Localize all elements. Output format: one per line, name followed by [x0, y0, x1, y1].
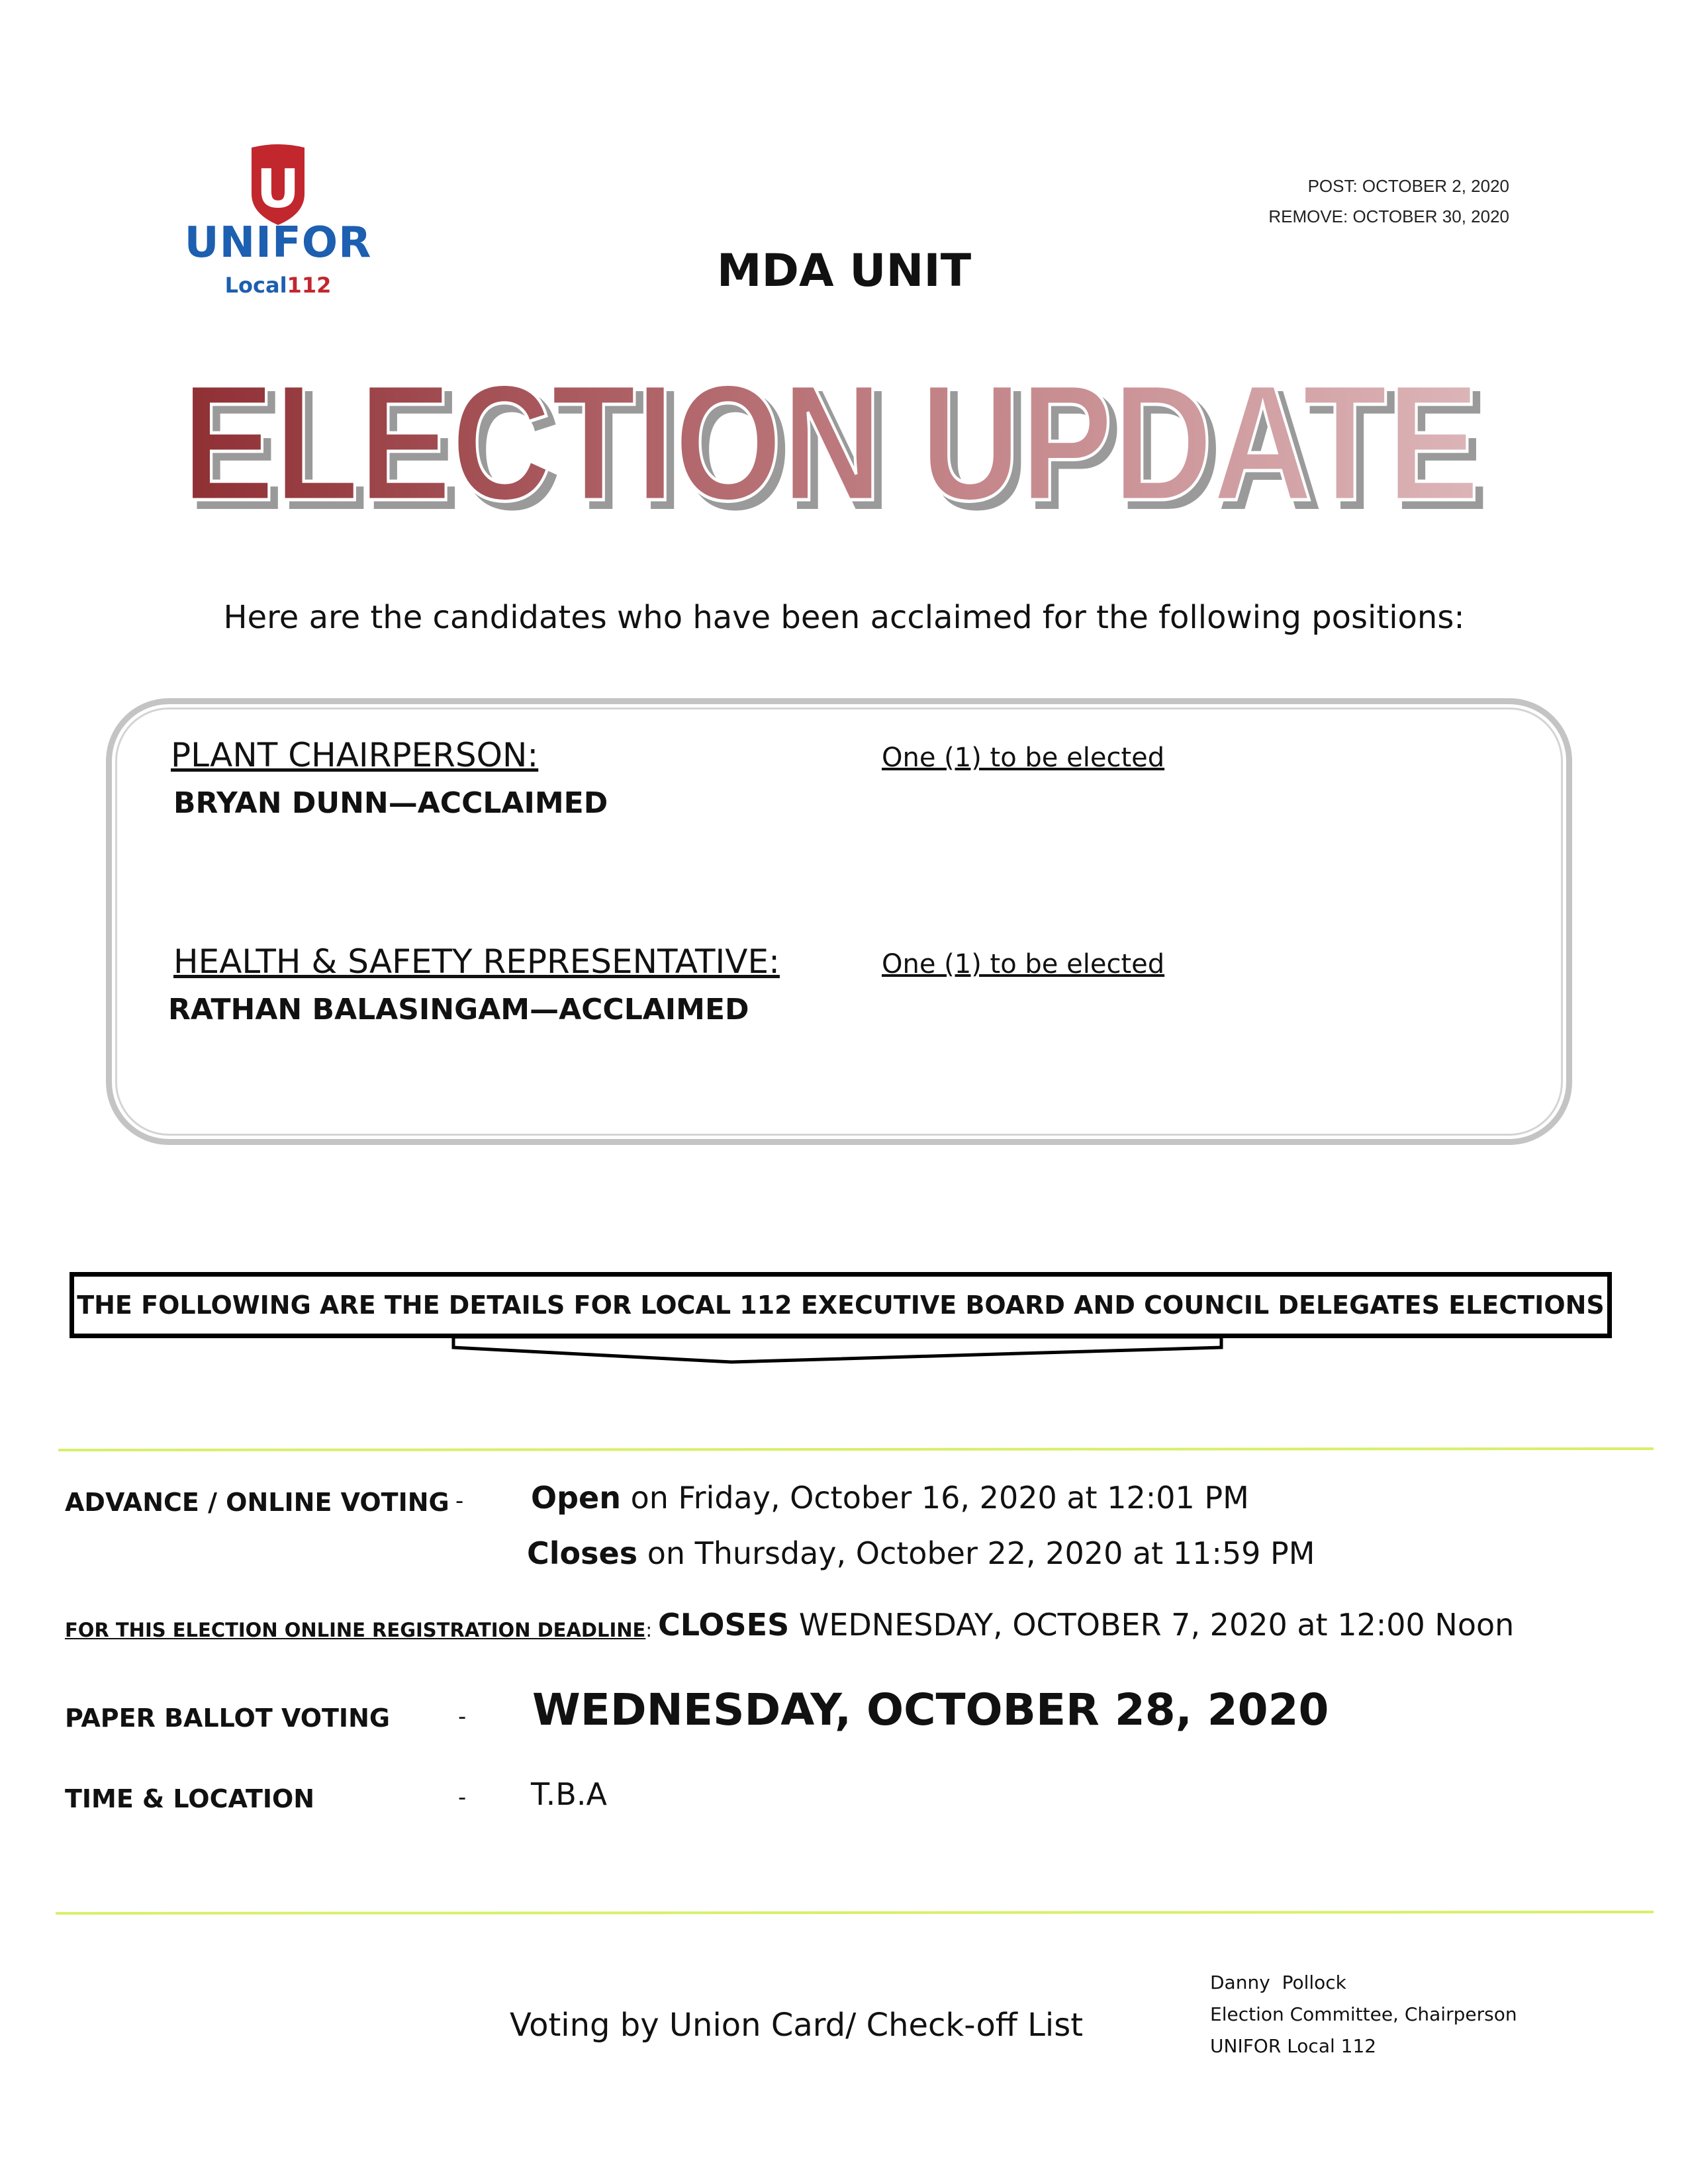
time-location-value: T.B.A [531, 1776, 607, 1812]
signature-org: UNIFOR Local 112 [1210, 2035, 1377, 2057]
advance-voting-label: ADVANCE / ONLINE VOTING [65, 1488, 449, 1517]
paper-ballot-label: PAPER BALLOT VOTING [65, 1704, 391, 1733]
svg-text:ELECTION UPDATE: ELECTION UPDATE [182, 357, 1479, 529]
position-title-plant-chairperson: PLANT CHAIRPERSON: [171, 736, 539, 774]
footer-note: Voting by Union Card/ Check-off List [510, 2007, 1084, 2044]
svg-text:U: U [256, 158, 300, 220]
divider-top [58, 1447, 1654, 1451]
registration-deadline-value: CLOSES WEDNESDAY, OCTOBER 7, 2020 at 12:00 Noon [658, 1607, 1515, 1643]
signature-block [1210, 1967, 1517, 2062]
registration-deadline-label: FOR THIS ELECTION ONLINE REGISTRATION DEADLINE: [65, 1619, 653, 1641]
details-banner: THE FOLLOWING ARE THE DETAILS FOR LOCAL 112 EXECUTIVE BOARD AND COUNCIL DELEGATES ELECTIONS [70, 1272, 1612, 1338]
paper-ballot-date: WEDNESDAY, OCTOBER 28, 2020 [532, 1684, 1329, 1735]
remove-date: REMOVE: OCTOBER 30, 2020 [1268, 206, 1509, 226]
time-location-dash: - [458, 1784, 467, 1811]
advance-voting-open: Open on Friday, October 16, 2020 at 12:01 PM [531, 1480, 1249, 1516]
unit-title: MDA UNIT [716, 245, 972, 297]
acclaimed-name-health-safety: RATHAN BALASINGAM—ACCLAIMED [168, 993, 749, 1026]
intro-text: Here are the candidates who have been acclaimed for the following positions: [223, 599, 1465, 636]
position-title-health-safety: HEALTH & SAFETY REPRESENTATIVE: [173, 942, 780, 981]
posting-dates [1268, 171, 1509, 232]
time-location-label: TIME & LOCATION [65, 1784, 315, 1813]
post-date: POST: OCTOBER 2, 2020 [1307, 176, 1509, 196]
signature-role: Election Committee, Chairperson [1210, 2003, 1517, 2025]
acclaimed-name-plant-chairperson: BRYAN DUNN—ACCLAIMED [173, 786, 608, 820]
advance-voting-close: Closes on Thursday, October 22, 2020 at 11:59 PM [527, 1535, 1315, 1571]
position-count-plant-chairperson: One (1) to be elected [882, 743, 1165, 773]
logo-wordmark: UNIFOR [184, 218, 372, 267]
logo-local-number: Local112 [224, 273, 332, 298]
paper-ballot-dash: - [458, 1704, 467, 1730]
signature-name: Danny Pollock [1210, 1972, 1346, 1993]
advance-voting-dash: - [455, 1488, 464, 1514]
position-count-health-safety: One (1) to be elected [882, 949, 1165, 979]
divider-bottom [56, 1911, 1654, 1915]
election-update-headline [159, 357, 1503, 529]
svg-text:ELECTION UPDATE: ELECTION UPDATE [189, 357, 1487, 529]
down-arrow-icon [450, 1336, 1225, 1375]
